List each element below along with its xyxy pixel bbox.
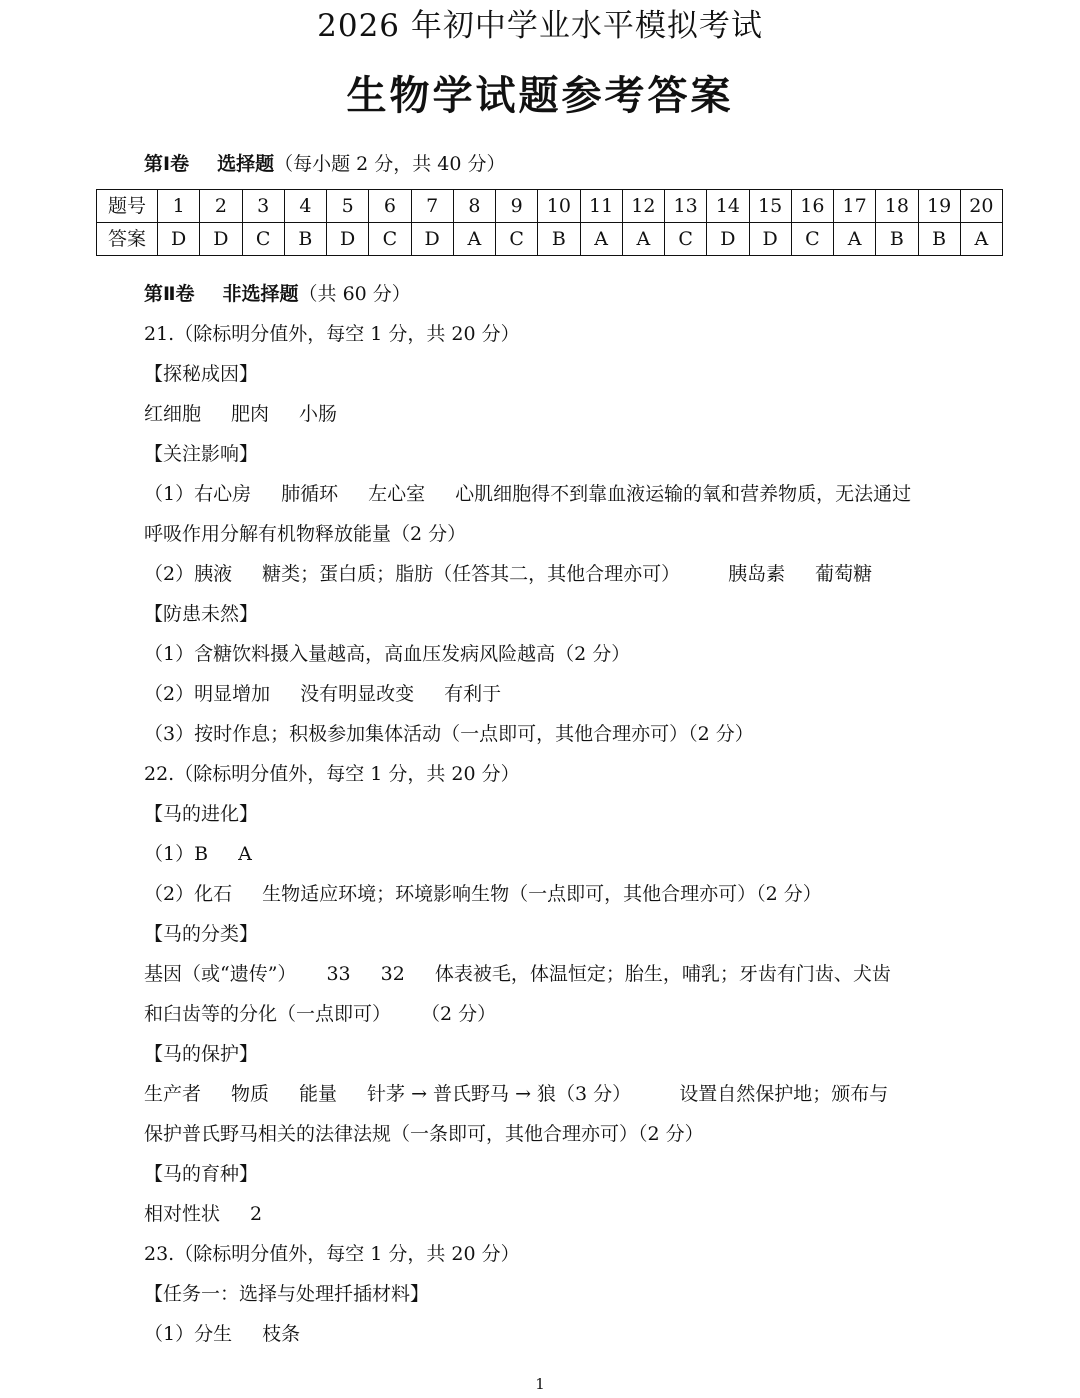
part1-kind: 选择题 <box>217 153 275 175</box>
q21-header: 21.（除标明分值外，每空 1 分，共 20 分） <box>144 323 520 345</box>
q22-answer-line <box>144 842 252 866</box>
part2-heading <box>144 282 411 306</box>
answer-text: 小肠 <box>299 403 338 425</box>
answer-text: 左心室 <box>368 483 426 505</box>
question-number-cell: 4 <box>284 190 326 223</box>
q22-answer-line <box>144 882 822 906</box>
answer-text: （2）明显增加 <box>144 683 271 705</box>
answer-cell: C <box>369 223 411 256</box>
question-number-cell: 9 <box>496 190 538 223</box>
answer-text: 有利于 <box>444 683 502 705</box>
q23-answer-line <box>144 1322 300 1346</box>
answer-cell: D <box>200 223 242 256</box>
answer-text: （2）胰液 <box>144 563 233 585</box>
answer-text: 相对性状 <box>144 1203 221 1225</box>
q21-answer-line <box>144 402 337 426</box>
answer-text: 能量 <box>299 1083 338 1105</box>
answer-cell: B <box>538 223 580 256</box>
answer-text: 和臼齿等的分化（一点即可） <box>144 1003 392 1025</box>
answer-text: 肺循环 <box>281 483 339 505</box>
q21-answer-line <box>144 682 501 706</box>
answer-text: （1）B <box>144 843 209 865</box>
answer-cell: D <box>707 223 749 256</box>
answer-cell: C <box>242 223 284 256</box>
answer-cell: A <box>960 223 1002 256</box>
q22-section-title: 【马的进化】 <box>144 803 259 825</box>
q21-answer-line: 呼吸作用分解有机物释放能量（2 分） <box>144 523 467 545</box>
question-number-cell: 1 <box>158 190 200 223</box>
part1-note: （每小题 2 分，共 40 分） <box>274 153 506 175</box>
answer-cell: C <box>791 223 833 256</box>
answer-cell: B <box>918 223 960 256</box>
question-number-cell: 10 <box>538 190 580 223</box>
answer-text: 设置自然保护地；颁布与 <box>679 1083 889 1105</box>
part1-heading <box>144 152 506 176</box>
answer-row-label: 答案 <box>97 223 158 256</box>
question-number-cell: 7 <box>411 190 453 223</box>
answer-text: 生物适应环境；环境影响生物（一点即可，其他合理亦可）（2 分） <box>262 883 822 905</box>
answer-cell: A <box>622 223 664 256</box>
answer-table <box>96 189 1003 256</box>
answer-text: 2 <box>250 1203 263 1225</box>
answer-text: 33 <box>326 963 351 985</box>
q21-section-title: 【防患未然】 <box>144 603 259 625</box>
q22-section-title: 【马的育种】 <box>144 1163 259 1185</box>
answer-cell: C <box>665 223 707 256</box>
answer-text: （1）分生 <box>144 1323 233 1345</box>
answer-text: 没有明显改变 <box>300 683 415 705</box>
number-row <box>97 190 1003 223</box>
answer-cell: A <box>834 223 876 256</box>
q21-answer-line <box>144 562 872 586</box>
q22-answer-line <box>144 1082 888 1106</box>
part2-label: 第Ⅱ卷 <box>144 283 195 305</box>
answer-cell: D <box>327 223 369 256</box>
answer-text: 体表被毛，体温恒定；胎生，哺乳；牙齿有门齿、犬齿 <box>434 963 891 985</box>
question-number-cell: 5 <box>327 190 369 223</box>
question-number-cell: 12 <box>622 190 664 223</box>
question-number-cell: 13 <box>665 190 707 223</box>
q21-section-title: 【关注影响】 <box>144 443 259 465</box>
part2-note: （共 60 分） <box>298 283 411 305</box>
answer-text: 红细胞 <box>144 403 202 425</box>
answer-cell: B <box>876 223 918 256</box>
part1-label: 第Ⅰ卷 <box>144 153 190 175</box>
answer-row <box>97 223 1003 256</box>
question-number-cell: 18 <box>876 190 918 223</box>
question-number-cell: 17 <box>834 190 876 223</box>
q22-answer-line <box>144 1002 496 1026</box>
answer-text: 糖类；蛋白质；脂肪（任答其二，其他合理亦可） <box>262 563 681 585</box>
number-row-label: 题号 <box>97 190 158 223</box>
question-number-cell: 3 <box>242 190 284 223</box>
answer-text: 32 <box>380 963 405 985</box>
question-number-cell: 19 <box>918 190 960 223</box>
answer-text: （1）右心房 <box>144 483 252 505</box>
answer-text: 基因（或“遗传”） <box>144 963 297 985</box>
answer-cell: B <box>284 223 326 256</box>
answer-text: 心肌细胞得不到靠血液运输的氧和营养物质，无法通过 <box>455 483 912 505</box>
document-title: 生物学试题参考答案 <box>346 73 734 119</box>
question-number-cell: 8 <box>453 190 495 223</box>
answer-text: 针茅 → 普氏野马 → 狼（3 分） <box>367 1083 632 1105</box>
question-number-cell: 14 <box>707 190 749 223</box>
question-number-cell: 16 <box>791 190 833 223</box>
question-number-cell: 6 <box>369 190 411 223</box>
question-number-cell: 11 <box>580 190 622 223</box>
answer-text: 葡萄糖 <box>815 563 873 585</box>
answer-cell: C <box>496 223 538 256</box>
answer-text: 物质 <box>231 1083 270 1105</box>
answer-cell: D <box>158 223 200 256</box>
answer-text: 枝条 <box>262 1323 301 1345</box>
part2-kind: 非选择题 <box>222 283 299 305</box>
answer-text: 胰岛素 <box>728 563 786 585</box>
exam-title: 2026 年初中学业水平模拟考试 <box>317 8 763 44</box>
answer-text: 生产者 <box>144 1083 202 1105</box>
q22-answer-line: 保护普氏野马相关的法律法规（一条即可，其他合理亦可）（2 分） <box>144 1123 704 1145</box>
answer-cell: D <box>411 223 453 256</box>
q22-section-title: 【马的分类】 <box>144 923 259 945</box>
q22-header: 22.（除标明分值外，每空 1 分，共 20 分） <box>144 763 520 785</box>
question-number-cell: 2 <box>200 190 242 223</box>
answer-cell: A <box>580 223 622 256</box>
q21-answer-line: （3）按时作息；积极参加集体活动（一点即可，其他合理亦可）（2 分） <box>144 723 754 745</box>
q23-header: 23.（除标明分值外，每空 1 分，共 20 分） <box>144 1243 520 1265</box>
answer-text: （2 分） <box>421 1003 497 1025</box>
question-number-cell: 15 <box>749 190 791 223</box>
answer-cell: A <box>453 223 495 256</box>
answer-cell: D <box>749 223 791 256</box>
q21-answer-line: （1）含糖饮料摄入量越高，高血压发病风险越高（2 分） <box>144 643 631 665</box>
answer-text: （2）化石 <box>144 883 233 905</box>
question-number-cell: 20 <box>960 190 1002 223</box>
q23-section-title: 【任务一：选择与处理扦插材料】 <box>144 1283 430 1305</box>
page-number: 1 <box>535 1375 545 1393</box>
q22-answer-line <box>144 1202 262 1226</box>
q22-section-title: 【马的保护】 <box>144 1043 259 1065</box>
answer-text: A <box>238 843 252 865</box>
q22-answer-line <box>144 962 891 986</box>
answer-text: 肥肉 <box>231 403 270 425</box>
q21-section-title: 【探秘成因】 <box>144 363 259 385</box>
q21-answer-line <box>144 482 911 506</box>
